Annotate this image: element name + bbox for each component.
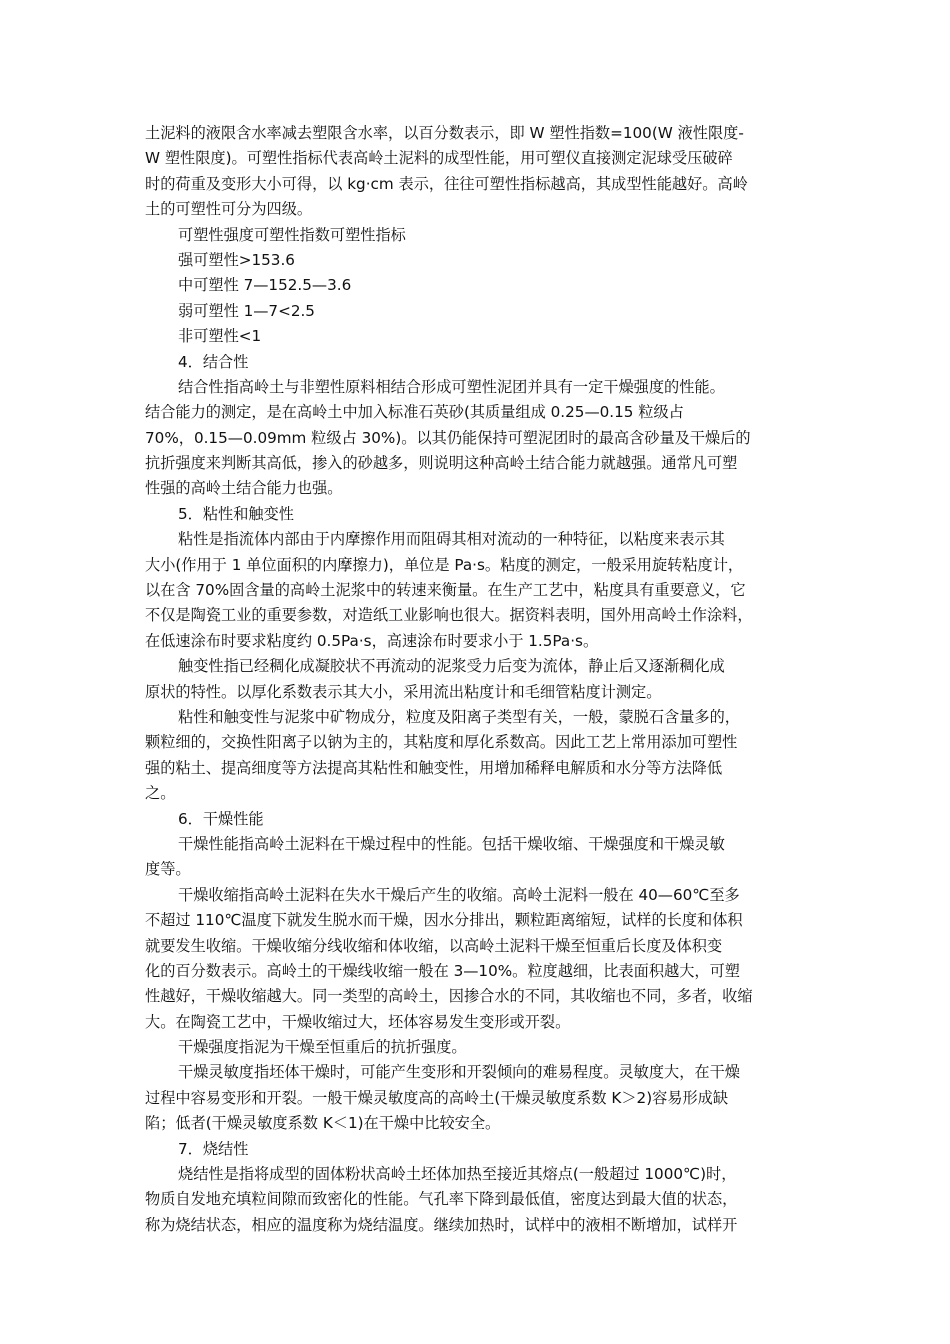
text-line: 中可塑性 7—152.5—3.6 (178, 276, 352, 295)
text-line: 陷；低者(干燥灵敏度系数 K＜1)在干燥中比较安全。 (145, 1114, 501, 1133)
text-line: 干燥收缩指高岭土泥料在失水干燥后产生的收缩。高岭土泥料一般在 40—60℃至多 (178, 885, 740, 904)
text-line: 强的粘土、提高细度等方法提高其粘性和触变性，用增加稀释电解质和水分等方法降低 (145, 758, 723, 777)
text-line: 4．结合性 (178, 352, 249, 371)
text-line: 度等。 (145, 860, 191, 879)
text-line: 干燥灵敏度指坯体干燥时，可能产生变形和开裂倾向的难易程度。灵敏度大，在干燥 (178, 1063, 740, 1082)
text-line: 过程中容易变形和开裂。一般干燥灵敏度高的高岭土(干燥灵敏度系数 K＞2)容易形成缺 (145, 1088, 729, 1107)
text-line: 烧结性是指将成型的固体粉状高岭土坯体加热至接近其熔点(一般超过 1000℃)时， (178, 1165, 737, 1184)
text-line: 颗粒细的，交换性阳离子以钠为主的，其粘度和厚化系数高。因此工艺上常用添加可塑性 (145, 733, 738, 752)
text-line: 弱可塑性 1—7<2.5 (178, 301, 315, 320)
text-line: 性强的高岭土结合能力也强。 (145, 479, 343, 498)
text-line: 以在含 70%固含量的高岭土泥浆中的转速来衡量。在生产工艺中，粘度具有重要意义，它 (145, 581, 746, 600)
text-line: 土泥料的液限含水率减去塑限含水率，以百分数表示，即 W 塑性指数=100(W 液性限度- (145, 124, 744, 142)
text-line: 6．干燥性能 (178, 809, 264, 828)
text-line: 触变性指已经稠化成凝胶状不再流动的泥浆受力后变为流体，静止后又逐渐稠化成 (178, 657, 725, 676)
text-line: 物质自发地充填粒间隙而致密化的性能。气孔率下降到最低值，密度达到最大值的状态， (145, 1190, 738, 1209)
text-line: 在低速涂布时要求粘度约 0.5Pa·s，高速涂布时要求小于 1.5Pa·s。 (145, 631, 599, 650)
text-line: 强可塑性>153.6 (178, 250, 295, 269)
text-line: 结合能力的测定，是在高岭土中加入标准石英砂(其质量组成 0.25—0.15 粒级占 (145, 403, 684, 422)
text-line: 土的可塑性可分为四级。 (145, 200, 313, 219)
text-line: 可塑性强度可塑性指数可塑性指标 (178, 225, 406, 244)
text-line: 不仅是陶瓷工业的重要参数，对造纸工业影响也很大。据资料表明，国外用高岭土作涂料， (145, 606, 753, 625)
text-line: 大小(作用于 1 单位面积的内摩擦力)，单位是 Pa·s。粘度的测定，一般采用旋转粘度计， (145, 555, 744, 574)
text-line: 粘性是指流体内部由于内摩擦作用而阻碍其相对流动的一种特征，以粘度来表示其 (178, 530, 725, 549)
text-line: 非可塑性<1 (178, 327, 262, 346)
text-line: 称为烧结状态，相应的温度称为烧结温度。继续加热时，试样中的液相不断增加，试样开 (145, 1215, 738, 1234)
text-line: 就要发生收缩。干燥收缩分线收缩和体收缩，以高岭土泥料干燥至恒重后长度及体积变 (145, 936, 723, 955)
text-line: 5．粘性和触变性 (178, 504, 294, 523)
text-line: 粘性和触变性与泥浆中矿物成分，粒度及阳离子类型有关，一般，蒙脱石含量多的， (178, 707, 740, 726)
text-line: 大。在陶瓷工艺中，干燥收缩过大，坯体容易发生变形或开裂。 (145, 1012, 571, 1031)
text-line: 化的百分数表示。高岭土的干燥线收缩一般在 3—10%。粒度越细，比表面积越大，可塑 (145, 961, 740, 980)
text-line: 之。 (145, 784, 176, 803)
text-line: W 塑性限度)。可塑性指标代表高岭土泥料的成型性能，用可塑仪直接测定泥球受压破碎 (145, 149, 733, 168)
text-line: 70%，0.15—0.09mm 粒级占 30%)。以其仍能保持可塑泥团时的最高含砂量及干燥后的 (145, 428, 751, 447)
text-line: 时的荷重及变形大小可得，以 kg·cm 表示，往往可塑性指标越高，其成型性能越好。高岭 (145, 174, 748, 193)
text-line: 干燥强度指泥为干燥至恒重后的抗折强度。 (178, 1038, 467, 1057)
text-line: 7．烧结性 (178, 1139, 249, 1158)
document-body (145, 121, 815, 1238)
text-line: 性越好，干燥收缩越大。同一类型的高岭土，因掺合水的不同，其收缩也不同，多者，收缩 (145, 987, 753, 1006)
text-line: 原状的特性。以厚化系数表示其大小，采用流出粘度计和毛细管粘度计测定。 (145, 682, 662, 701)
text-line: 干燥性能指高岭土泥料在干燥过程中的性能。包括干燥收缩、干燥强度和干燥灵敏 (178, 834, 725, 853)
text-line: 抗折强度来判断其高低，掺入的砂越多，则说明这种高岭土结合能力就越强。通常凡可塑 (145, 454, 738, 473)
text-line: 不超过 110℃温度下就发生脱水而干燥，因水分排出，颗粒距离缩短，试样的长度和体积 (145, 911, 743, 930)
text-line: 结合性指高岭土与非塑性原料相结合形成可塑性泥团并具有一定干燥强度的性能。 (178, 377, 725, 396)
